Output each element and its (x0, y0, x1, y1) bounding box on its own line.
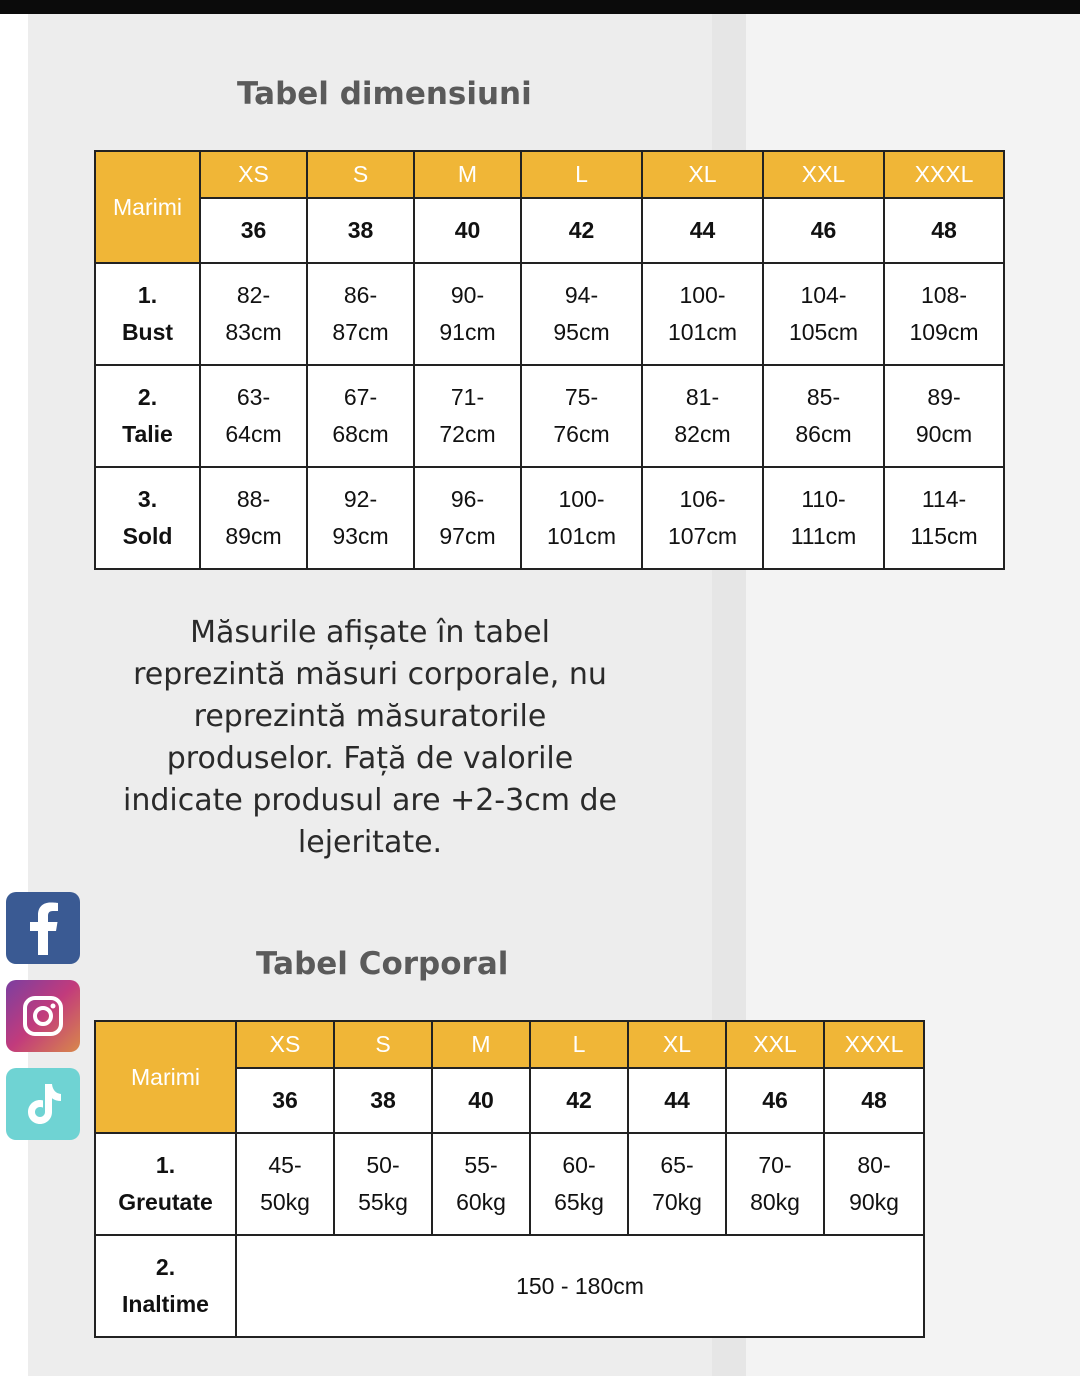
table-cell: 108- 109cm (884, 263, 1004, 365)
table-cell: 67- 68cm (307, 365, 414, 467)
note-line: lejeritate. (297, 825, 443, 860)
body-number: 46 (726, 1068, 824, 1133)
facebook-button[interactable] (6, 892, 80, 964)
tiktok-button[interactable] (6, 1068, 80, 1140)
table-cell: 65- 70kg (628, 1133, 726, 1235)
row-label-greutate: 1. Greutate (95, 1133, 236, 1235)
body-number: 48 (824, 1068, 924, 1133)
size-number: 38 (307, 198, 414, 263)
note-line: Măsurile afișate în tabel (190, 615, 550, 650)
size-number: 46 (763, 198, 884, 263)
table-cell: 89- 90cm (884, 365, 1004, 467)
size-table (94, 150, 1005, 570)
instagram-button[interactable] (6, 980, 80, 1052)
body-header-xl: XL (628, 1021, 726, 1068)
table-cell: 94- 95cm (521, 263, 642, 365)
table-row-sold (95, 467, 1004, 569)
table-cell: 71- 72cm (414, 365, 521, 467)
table-cell: 114- 115cm (884, 467, 1004, 569)
table-cell: 104- 105cm (763, 263, 884, 365)
table-cell: 100- 101cm (642, 263, 763, 365)
table-cell: 96- 97cm (414, 467, 521, 569)
table-row-greutate (95, 1133, 924, 1235)
size-note (100, 612, 640, 864)
size-header-xxxl: XXXL (884, 151, 1004, 198)
table-cell: 60- 65kg (530, 1133, 628, 1235)
table-cell: 88- 89cm (200, 467, 307, 569)
body-header-xs: XS (236, 1021, 334, 1068)
table-cell: 81- 82cm (642, 365, 763, 467)
size-header-xs: XS (200, 151, 307, 198)
size-header-xxl: XXL (763, 151, 884, 198)
top-bar (0, 0, 1080, 14)
table-cell: 100- 101cm (521, 467, 642, 569)
height-range-cell: 150 - 180cm (236, 1235, 924, 1337)
body-table (94, 1020, 925, 1338)
size-number: 36 (200, 198, 307, 263)
size-header-m: M (414, 151, 521, 198)
body-number: 42 (530, 1068, 628, 1133)
row-label-talie: 2. Talie (95, 365, 200, 467)
note-line: produselor. Față de valorile (166, 741, 574, 776)
size-corner-label: Marimi (95, 151, 200, 263)
body-header-l: L (530, 1021, 628, 1068)
note-line: indicate produsul are +2-3cm de (123, 783, 617, 818)
size-header-l: L (521, 151, 642, 198)
body-header-m: M (432, 1021, 530, 1068)
size-number: 42 (521, 198, 642, 263)
table-cell: 75- 76cm (521, 365, 642, 467)
table-cell: 82- 83cm (200, 263, 307, 365)
size-number: 44 (642, 198, 763, 263)
body-corner-label: Marimi (95, 1021, 236, 1133)
size-table-title: Tabel dimensiuni (237, 76, 532, 112)
size-header-s: S (307, 151, 414, 198)
table-cell: 70- 80kg (726, 1133, 824, 1235)
note-line: reprezintă măsuri corporale, nu (133, 657, 607, 692)
table-cell: 106- 107cm (642, 467, 763, 569)
facebook-icon (23, 901, 63, 955)
table-cell: 45- 50kg (236, 1133, 334, 1235)
table-cell: 86- 87cm (307, 263, 414, 365)
table-cell: 55- 60kg (432, 1133, 530, 1235)
table-cell: 50- 55kg (334, 1133, 432, 1235)
body-header-xxxl: XXXL (824, 1021, 924, 1068)
table-cell: 63- 64cm (200, 365, 307, 467)
table-row-talie (95, 365, 1004, 467)
body-number: 40 (432, 1068, 530, 1133)
body-number: 44 (628, 1068, 726, 1133)
table-row-bust (95, 263, 1004, 365)
table-cell: 92- 93cm (307, 467, 414, 569)
body-number: 36 (236, 1068, 334, 1133)
row-label-sold: 3. Sold (95, 467, 200, 569)
body-header-xxl: XXL (726, 1021, 824, 1068)
size-number: 48 (884, 198, 1004, 263)
table-row-inaltime (95, 1235, 924, 1337)
body-table-title: Tabel Corporal (256, 946, 509, 982)
body-number: 38 (334, 1068, 432, 1133)
table-cell: 90- 91cm (414, 263, 521, 365)
size-header-xl: XL (642, 151, 763, 198)
row-label-inaltime: 2. Inaltime (95, 1235, 236, 1337)
table-cell: 85- 86cm (763, 365, 884, 467)
table-cell: 110- 111cm (763, 467, 884, 569)
note-line: reprezintă măsuratorile (193, 699, 547, 734)
instagram-icon (21, 994, 65, 1038)
size-number: 40 (414, 198, 521, 263)
table-cell: 80- 90kg (824, 1133, 924, 1235)
body-header-s: S (334, 1021, 432, 1068)
tiktok-icon (21, 1080, 65, 1128)
row-label-bust: 1. Bust (95, 263, 200, 365)
